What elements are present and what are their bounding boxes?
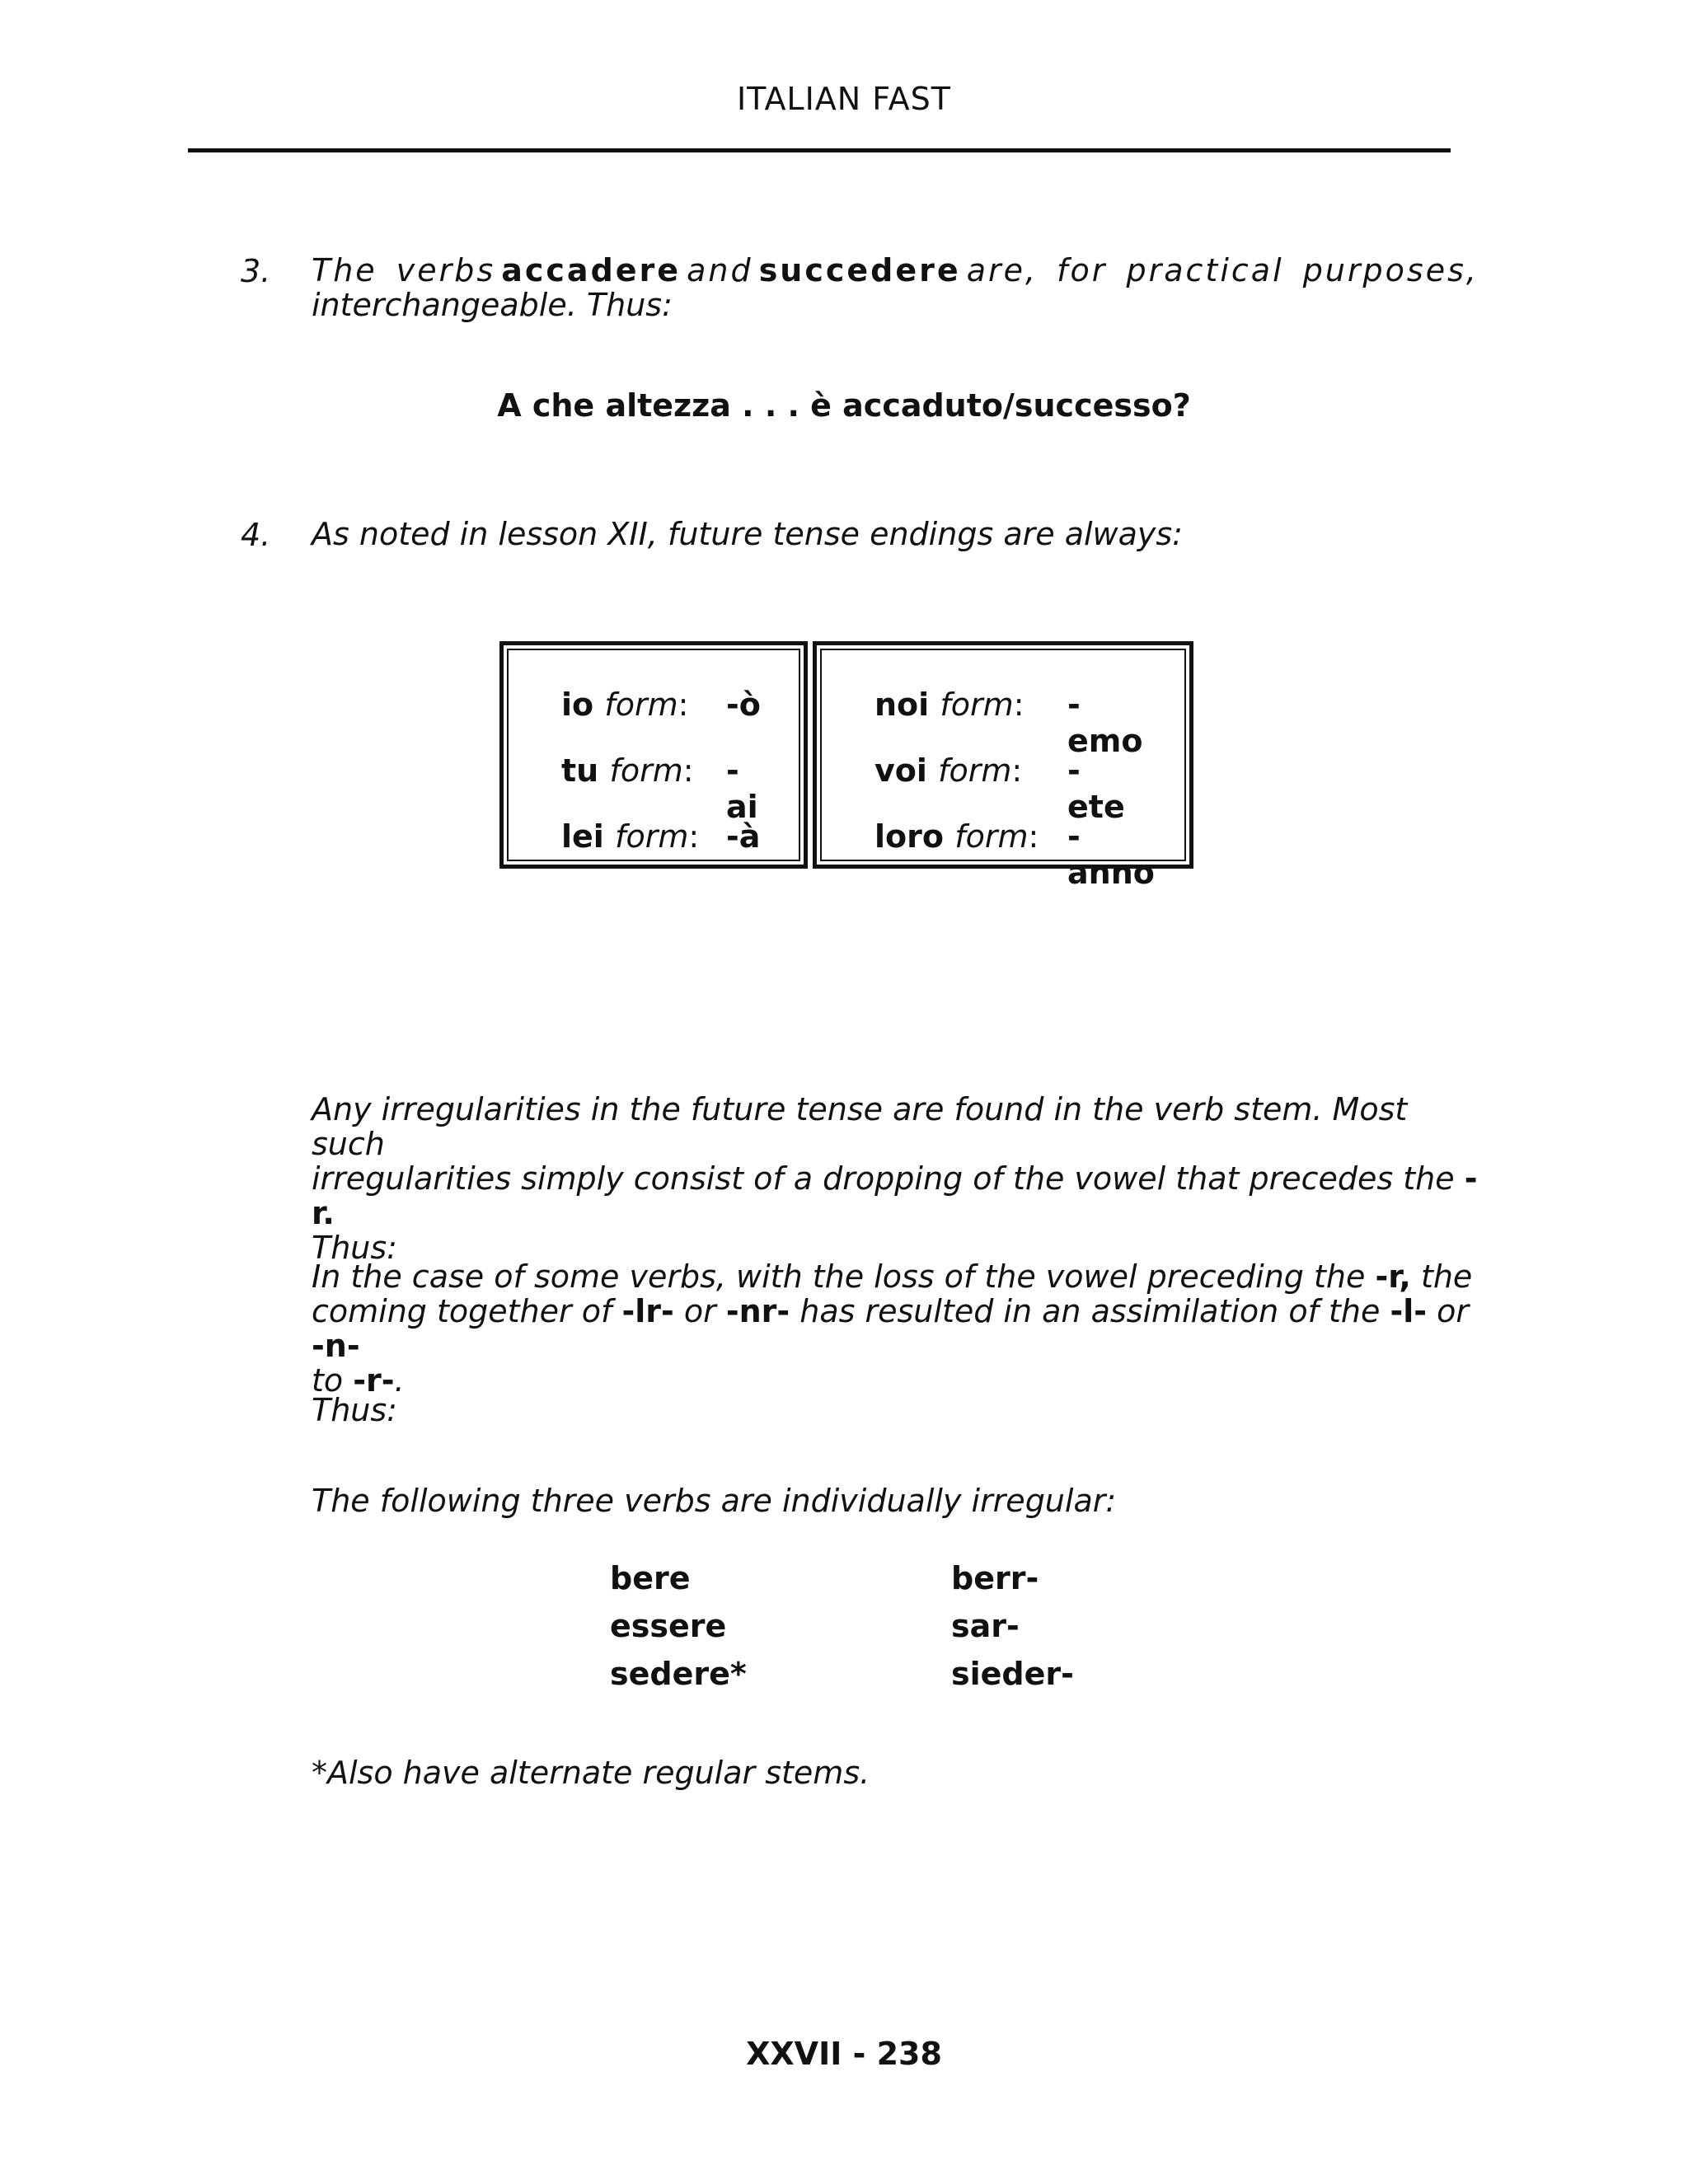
form-label: form <box>940 687 1014 723</box>
item-number-4: 4. <box>241 517 271 553</box>
page-header-title: ITALIAN FAST <box>736 81 952 117</box>
form-label: form <box>609 752 683 789</box>
item-3-verb-accadere: accadere <box>501 252 682 288</box>
three-verbs-intro: The following three verbs are individually irregular: <box>312 1483 1117 1519</box>
form-label: form <box>938 752 1012 789</box>
irregularities-line-3: Thus: <box>312 1230 397 1266</box>
ending-row-lei: lei form: -à <box>561 818 761 855</box>
item-3-text-1: The verbs <box>312 252 496 288</box>
verb-stem-sieder: sieder- <box>951 1656 1074 1692</box>
ending-row-io: io form: -ò <box>561 687 761 723</box>
ending-row-voi: voi form: -ete <box>874 752 1125 825</box>
endings-table-singular <box>499 641 808 869</box>
assimilation-thus: Thus: <box>312 1392 397 1428</box>
pronoun: tu <box>561 752 599 789</box>
assimilation-line-3: to -r-. <box>312 1362 405 1399</box>
verb-infinitive-essere: essere <box>610 1608 727 1644</box>
ending-value: -ai <box>726 752 758 825</box>
verb-infinitive-bere: bere <box>610 1560 691 1596</box>
ending-row-tu: tu form: -ai <box>561 752 758 825</box>
ending-value: -ò <box>726 687 761 723</box>
verb-stem-berr: berr- <box>951 1560 1039 1596</box>
item-3-text-3: are, for practical purposes, <box>966 252 1479 288</box>
example-sentence: A che altezza . . . è accaduto/successo? <box>497 387 1191 424</box>
irregularities-line-2: irregularities simply consist of a dropping of the vowel that precedes the -r. <box>312 1160 1478 1231</box>
ending-value: -anno <box>1067 818 1155 891</box>
ending-value: -emo <box>1067 687 1143 759</box>
verb-stem-sar: sar- <box>951 1608 1020 1644</box>
ending-value: -à <box>726 818 761 855</box>
form-label: form <box>954 818 1029 855</box>
item-3-line-1 <box>312 253 1479 288</box>
footnote: *Also have alternate regular stems. <box>312 1755 870 1791</box>
assimilation-line-2: coming together of -lr- or -nr- has resulted in an assimilation of the -l- or -n- <box>312 1293 1470 1364</box>
item-3-verb-succedere: succedere <box>758 252 961 288</box>
form-label: form <box>604 687 678 723</box>
pronoun: noi <box>874 687 930 723</box>
assimilation-paragraph <box>312 1259 1482 1398</box>
pronoun: lei <box>561 818 604 855</box>
item-3-paragraph <box>312 253 1482 322</box>
form-label: form <box>615 818 689 855</box>
ending-value: -ete <box>1067 752 1125 825</box>
header-rule <box>188 148 1451 152</box>
ending-row-loro: loro form: -anno <box>874 818 1155 891</box>
page-number: XXVII - 238 <box>746 2036 942 2072</box>
item-3-text-2: and <box>687 252 753 288</box>
assimilation-line-1: In the case of some verbs, with the loss of the vowel preceding the -r, the <box>312 1258 1473 1295</box>
item-4-text: As noted in lesson XII, future tense endings are always: <box>312 516 1183 552</box>
irregularities-paragraph <box>312 1092 1482 1265</box>
item-number-3: 3. <box>241 253 271 289</box>
endings-table-plural <box>813 641 1193 891</box>
item-3-line-2: interchangeable. Thus: <box>312 287 673 323</box>
pronoun: loro <box>874 818 944 855</box>
verb-infinitive-sedere: sedere* <box>610 1656 747 1692</box>
irregularities-line-1: Any irregularities in the future tense are found in the verb stem. Most such <box>312 1091 1408 1162</box>
ending-row-noi: noi form: -emo <box>874 687 1143 759</box>
pronoun: io <box>561 687 594 723</box>
pronoun: voi <box>874 752 927 789</box>
